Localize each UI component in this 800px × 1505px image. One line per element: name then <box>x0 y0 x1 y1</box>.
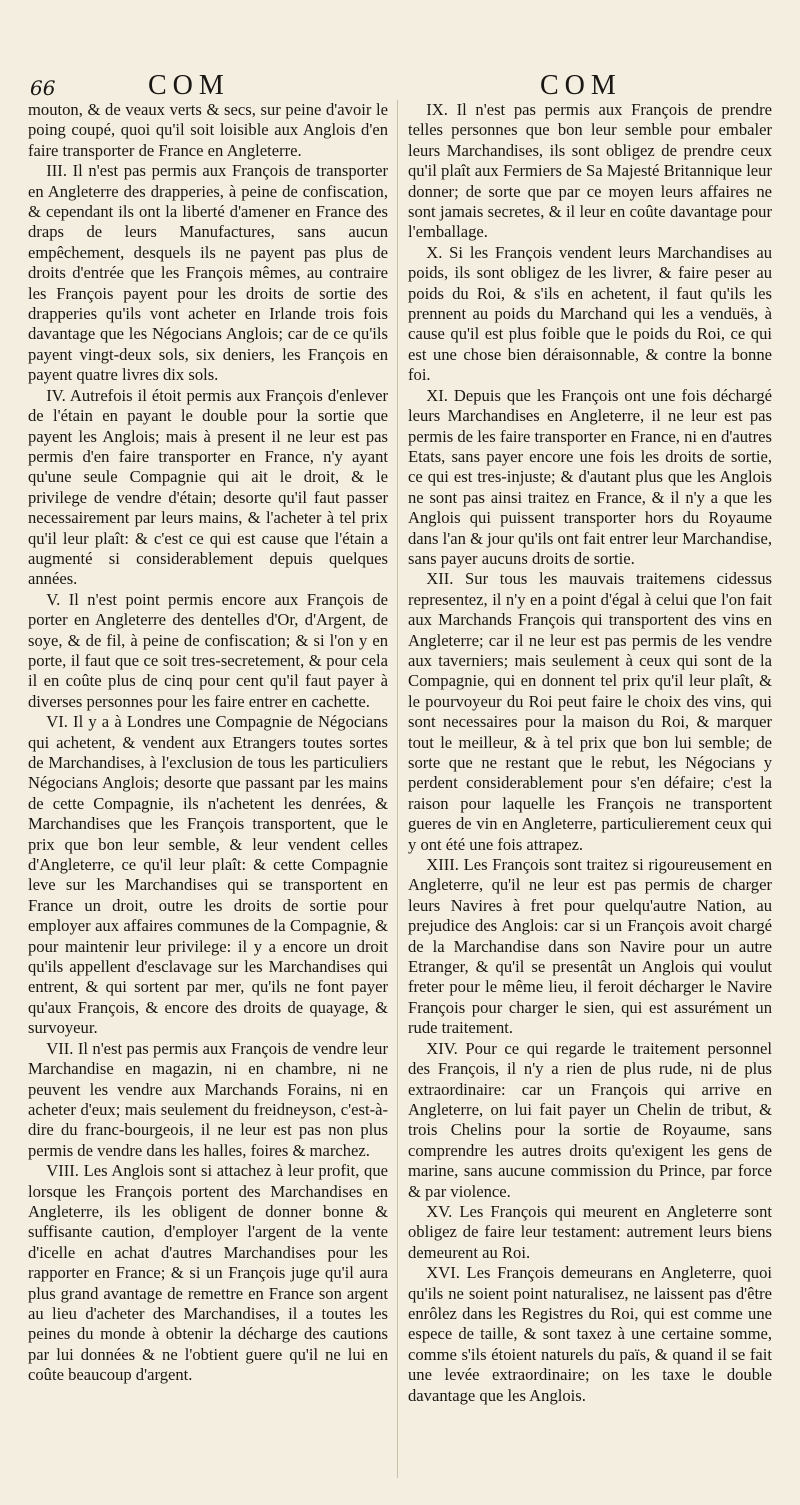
paragraph: VII. Il n'est pas permis aux François de vendre leur Marchandise en magazin, ni en chambre, ni ne peuvent les vendre aux Marchands Forains, ni en acheter d'eux; mais seulement du freidneyson, c'est-à-dire du franc-bourgeois, il ne leur est pas non plus permis de vendre dans les halles, foires & marchez. <box>28 1038 388 1160</box>
paragraph: XIII. Les François sont traitez si rigoureusement en Angleterre, qu'il ne leur est pas permis de charger leurs Navires à fret pour quelqu'autre Nation, au prejudice des Anglois: car si un François avoit chargé de la Marchandise dans son Navire pour un autre Etranger, & qu'il se presentât un Anglois qui voulut freter pour le même lieu, il feroit décharger le Navire François pour charger le sien, qui est assurément un rude traitement. <box>408 855 772 1038</box>
paragraph: XII. Sur tous les mauvais traitemens cidessus representez, il n'y en a point d'égal à celui que l'on fait aux Marchands François qui transportent des vins en Angleterre; car il ne leur est pas permis de les vendre aux taverniers; mais seulement à ceux qui sont de la Compagnie, qui en donnent tel prix qu'il leur plaît, & le pourvoyeur du Roi peut faire le choix des vins, qui sont necessaires pour la maison du Roi, & marquer tout le meilleur, & à tel prix que bon lui semble; de sorte que ne restant que le rebut, les Négocians y perdent considerablement pour s'en défaire; c'est la raison pour laquelle les François ne transportent gueres de vin en Angleterre, particulierement ceux qui y ont été une fois attrapez. <box>408 569 772 854</box>
paragraph: X. Si les François vendent leurs Marchandises au poids, ils sont obligez de les livrer, & faire peser au poids du Roi, & s'ils en achetent, il faut qu'ils les prennent au poids du Marchand qui les a venduës, à cause qu'il est plus foible que le poids du Roi, ce qui est une chose bien déraisonnable, & contre la bonne foi. <box>408 242 772 385</box>
paragraph: mouton, & de veaux verts & secs, sur peine d'avoir le poing coupé, quoi qu'il soit loisible aux Anglois d'en faire transporter de France en Angleterre. <box>28 100 388 160</box>
paragraph: XVI. Les François demeurans en Angleterre, quoi qu'ils ne soient point naturalisez, ne laissent pas d'être enrôlez dans les Registres du Roi, qui est comme une espece de taille, & sont taxez à une certaine somme, comme s'ils étoient naturels du païs, & quand il se fait une levée extraordinaire; on les taxe le double davantage que les Anglois. <box>408 1263 772 1405</box>
right-running-head: COM <box>540 70 622 101</box>
paragraph: XV. Les François qui meurent en Angleterre sont obligez de faire leur testament: autrement leurs biens demeurent au Roi. <box>408 1201 772 1262</box>
right-column <box>408 100 772 1406</box>
paragraph: III. Il n'est pas permis aux François de transporter en Angleterre des drapperies, à peine de confiscation, & cependant ils ont la liberté d'amener en France des draps de leurs Manufactures, sans aucun empêchement, desquels ils ne payent pas plus de droits d'entrée que les François mêmes, au contraire les François payent pour les droits de sortie des drapperies qu'ils vont acheter en Irlande trois fois davantage que les Négocians Anglois; car de ce qu'ils payent vingt-deux sols, six deniers, les François en payent quatre livres dix sols. <box>28 161 388 385</box>
paragraph: XI. Depuis que les François ont une fois déchargé leurs Marchandises en Angleterre, il ne leur est pas permis de les faire transporter en France, ni en d'autres Etats, sans payer encore une fois les droits de sortie, ce qui est tres-injuste; & d'autant plus que les Anglois ne sont pas ainsi traitez en France, & il n'y a que les Anglois qui puissent transporter hors du Royaume dans l'an & jour qu'ils ont fait entrer leur Marchandise, sans payer aucuns droits de sortie. <box>408 385 772 568</box>
paragraph: VIII. Les Anglois sont si attachez à leur profit, que lorsque les François portent des Marchandises en Angleterre, ils les obligent de donner bonne & suffisante caution, d'employer l'argent de la vente d'icelle en achat d'autres Marchandises pour les rapporter en France; & si un François juge qu'il aura plus grand avantage de remettre en France son argent au lieu d'acheter des Marchandises, il a toutes les peines du monde à obtenir la décharge des cautions par lui données & ne l'obtient guere qu'il ne lui en coûte beaucoup d'argent. <box>28 1161 388 1385</box>
left-running-head: COM <box>148 70 230 101</box>
paragraph: XIV. Pour ce qui regarde le traitement personnel des François, il n'y a rien de plus rude, ni de plus extraordinaire: car un François qui arrive en Angleterre, on lui fait payer un Chelin de tribut, & trois Chelins pour la sortie de Royaume, sans comprendre les autres droits qu'exigent les gens de marine, sans aucune commission du Prince, par force & par violence. <box>408 1038 772 1201</box>
left-column <box>28 100 388 1386</box>
page-header <box>0 70 800 104</box>
column-divider <box>397 100 398 1478</box>
page-number: 66 <box>30 76 56 100</box>
paragraph: V. Il n'est point permis encore aux François de porter en Angleterre des dentelles d'Or, d'Argent, de soye, & de fil, à peine de confiscation; & si l'on y en porte, il faut que ce soit tres-secretement, & pour cela il en coûte plus de cinq pour cent qu'il faut payer à diverses personnes pour les faire entrer en cachette. <box>28 589 388 711</box>
paragraph: VI. Il y a à Londres une Compagnie de Négocians qui achetent, & vendent aux Etrangers toutes sortes de Marchandises, à l'exclusion de tous les particuliers Négocians Anglois; desorte que passant par les mains de cette Compagnie, ils n'achetent les denrées, & Marchandises que les François transportent, que le prix que bon leur semble, & leur vendent celles d'Angleterre, ce qu'il leur plaît: & cette Compagnie leve sur les Marchandises qui se transportent en France un droit, outre les droits de sortie pour employer aux affaires communes de la Compagnie, & pour maintenir leur privilege: il y a encore un droit qu'ils appellent d'esclavage sur les Marchandises qui entrent, & qui sortent par mer, qu'ils ne font payer qu'aux François, & encore des droits de quayage, & survoyeur. <box>28 712 388 1038</box>
paragraph: IV. Autrefois il étoit permis aux François d'enlever de l'étain en payant le double pour la sortie que payent les Anglois; mais à present il ne leur est pas permis d'en faire transporter en France, n'y ayant qu'une seule Compagnie qui ait le droit, & le privilege de vendre d'étain; desorte qu'il faut passer necessairement par leurs mains, & l'acheter à tel prix qu'il leur plaît: & c'est ce qui est cause que l'étain a augmenté si considerablement depuis quelques années. <box>28 385 388 589</box>
paragraph: IX. Il n'est pas permis aux François de prendre telles personnes que bon leur semble pour embaler leurs Marchandises, ils sont obligez de prendre ceux qu'il plaît aux Fermiers de Sa Majesté Britannique leur donner; de sorte que par ce moyen leurs affaires ne sont jamais secretes, & il leur en coûte davantage pour l'emballage. <box>408 100 772 242</box>
